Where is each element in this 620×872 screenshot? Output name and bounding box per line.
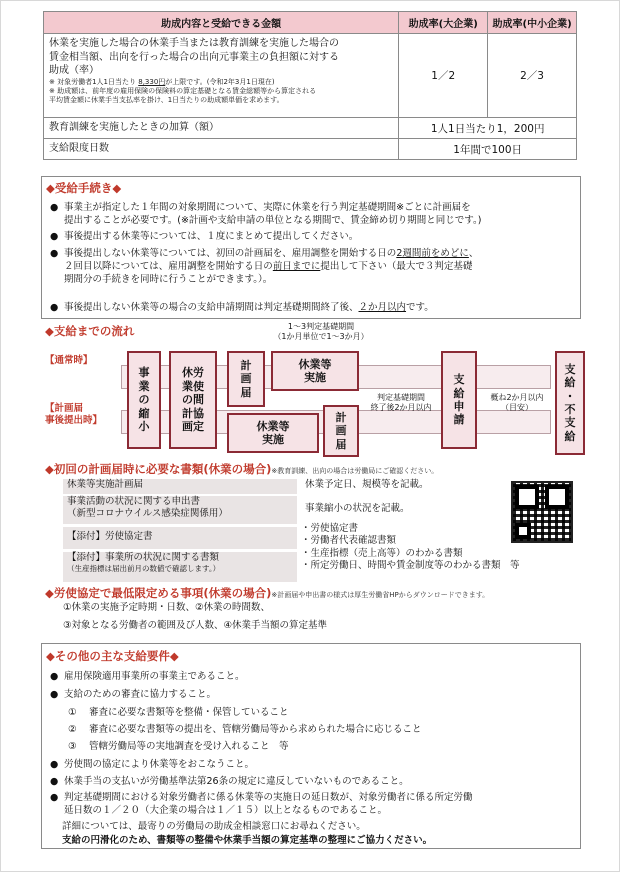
header-large-company: 助成率(大企業) [399,12,488,34]
other-detail: 詳細については、最寄りの労働局の助成金相談窓口にお尋ねください。 [62,821,366,832]
box-payment-application: 支 給 申 請 [441,351,477,449]
flow-apply-deadline: 判定基礎期間 終了後2か月以内 [370,393,432,412]
row-subsidy-rate-label: 休業を実施した場合の休業手当または教育訓練を実施した場合の 賃金相当額、出向を行った場合の出向元事業主の負担額に対する 助成（率） ※ 対象労働者1人1日当たり 8,330円が上限です。(令和2年3月1日現在) ※ 助成額は、前年度の雇用保険の保険料の算定基礎となる賃金総額等から算定される 平均賃金額に休業手当支払率を掛け、1日当たりの助成額単価を求めます。 [44,34,399,118]
box-labor-agreement: 休労 業使 の間 計協 画定 [169,351,217,449]
box-leave-plan-after: 休業等 実施 [227,413,319,453]
header-small-company: 助成率(中小企業) [488,12,577,34]
other-bullet-3: ● 労使間の協定により休業等をおこなうこと。 [50,759,255,770]
row-limit-value: 1年間で100日 [399,139,577,160]
row-limit-label: 支給限度日数 [44,139,399,160]
doc-attach-agreement: 【添付】労使協定書 [63,527,297,549]
procedure-bullet-1: ● 事業主が指定した１年間の対象期間について、実際に休業を行う判定基礎期間※ごとに計画届を 提出することが必要です。(※計画や支給申請の単位となる期間で、賃金締め切り期間と同じです。) [50,202,482,227]
doc-business-status-desc: 事業縮小の状況を記載。 [305,503,410,514]
procedure-bullet-2: ● 事後提出する休業等については、１度にまとめて提出してください。 [50,231,359,242]
procedure-section [41,176,581,319]
doc-attach-list: ・労使協定書 ・労働者代表確認書類 ・生産指標（売上高等）のわかる書類 ・所定労働日、時間や賃金制度等のわかる書類 等 [301,523,520,572]
flow-period-note: 1～3判定基礎期間 （1か月単位で1～3か月） [273,322,369,341]
agreement-items-line-2: ③対象となる労働者の範囲及び人数、④休業手当額の算定基準 [63,620,328,631]
row-training-label: 教育訓練を実施したときの加算（額） [44,118,399,139]
doc-business-status: 事業活動の状況に関する申出書 （新型コロナウイルス感染症関係用） [63,496,297,524]
flow-title: ◆支給までの流れ [45,324,135,338]
box-leave-normal: 休業等 実施 [271,351,359,391]
other-bullet-2: ● 支給のための審査に協力すること。 [50,689,217,700]
rate-small-company: 2／3 [488,34,577,118]
docs-title: ◆初回の計画届時に必要な書類(休業の場合)※教育訓練、出向の場合は労働局にご確認ください。 [45,462,439,476]
box-business-reduction: 事 業 の 縮 小 [127,351,161,449]
other-title: ◆その他の主な支給要件◆ [46,649,179,663]
other-sub-3: ③ 管轄労働局等の実地調査を受け入れること 等 [68,741,289,752]
doc-plan-form-desc: 休業予定日、規模等を記載。 [305,479,429,490]
other-bullet-5: ● 判定基礎期間における対象労働者に係る休業等の実施日の延日数が、対象労働者に係る所定労働 延日数の１／２０（大企業の場合は１／１５）以上となるものであること。 [50,792,473,817]
other-bullet-1: ● 雇用保険適用事業所の事業主であること。 [50,671,245,682]
box-payment-decision: 支 給 ・ 不 支 給 [555,351,585,455]
other-sub-1: ① 審査に必要な書類等を整備・保管していること [68,707,289,718]
agreement-title: ◆労使協定で最低限定める事項(休業の場合)※計画届や申出書の様式は厚生労働省HPからダウンロードできます。 [45,586,490,600]
row-training-value: 1人1日当たり1，200円 [399,118,577,139]
box-plan-after: 計 画 届 [323,405,359,457]
other-sub-2: ② 審査に必要な書類等の提出を、管轄労働局等から求められた場合に応じること [68,724,422,735]
qr-code-image[interactable] [511,481,573,543]
flow-decision-timing: 概ね2か月以内 （目安） [490,393,544,412]
doc-plan-form: 休業等実施計画届 [63,479,297,494]
daily-cap-note: ※ 対象労働者1人1日当たり 8,330円が上限です。(令和2年3月1日現在) [49,77,275,86]
label-plan-after: 【計画届 事後提出時】 [45,403,103,427]
procedure-title: ◆受給手続き◆ [46,181,122,195]
agreement-items-line-1: ①休業の実施予定時期・日数、②休業の時間数、 [63,602,271,613]
other-bullet-4: ● 休業手当の支払いが労働基準法第26条の規定に違反していないものであること。 [50,776,409,787]
procedure-bullet-3: ● 事後提出しない休業等については、初回の計画届を、雇用調整を開始する日の2週間前をめどに、 ２回目以降については、雇用調整を開始する日の前日までに提出して下さい（最大で３判定基礎 期間分の手続きを同時に行うことができます。）。 [50,248,479,286]
other-closing: 支給の円滑化のため、書類等の整備や休業手当額の算定基準の整理にご協力ください。 [62,835,433,846]
label-normal: 【通常時】 [45,355,93,366]
rate-large-company: 1／2 [399,34,488,118]
doc-attach-status: 【添付】事業所の状況に関する書類 （生産指標は届出前月の数値で確認します。） [63,552,297,582]
subsidy-rate-table [43,11,577,160]
box-plan-normal: 計 画 届 [227,351,265,407]
procedure-bullet-4: ● 事後提出しない休業等の場合の支給申請期間は判定基礎期間終了後、２か月以内です。 [50,302,434,313]
header-content: 助成内容と受給できる金額 [44,12,399,34]
other-requirements-section [41,643,581,849]
